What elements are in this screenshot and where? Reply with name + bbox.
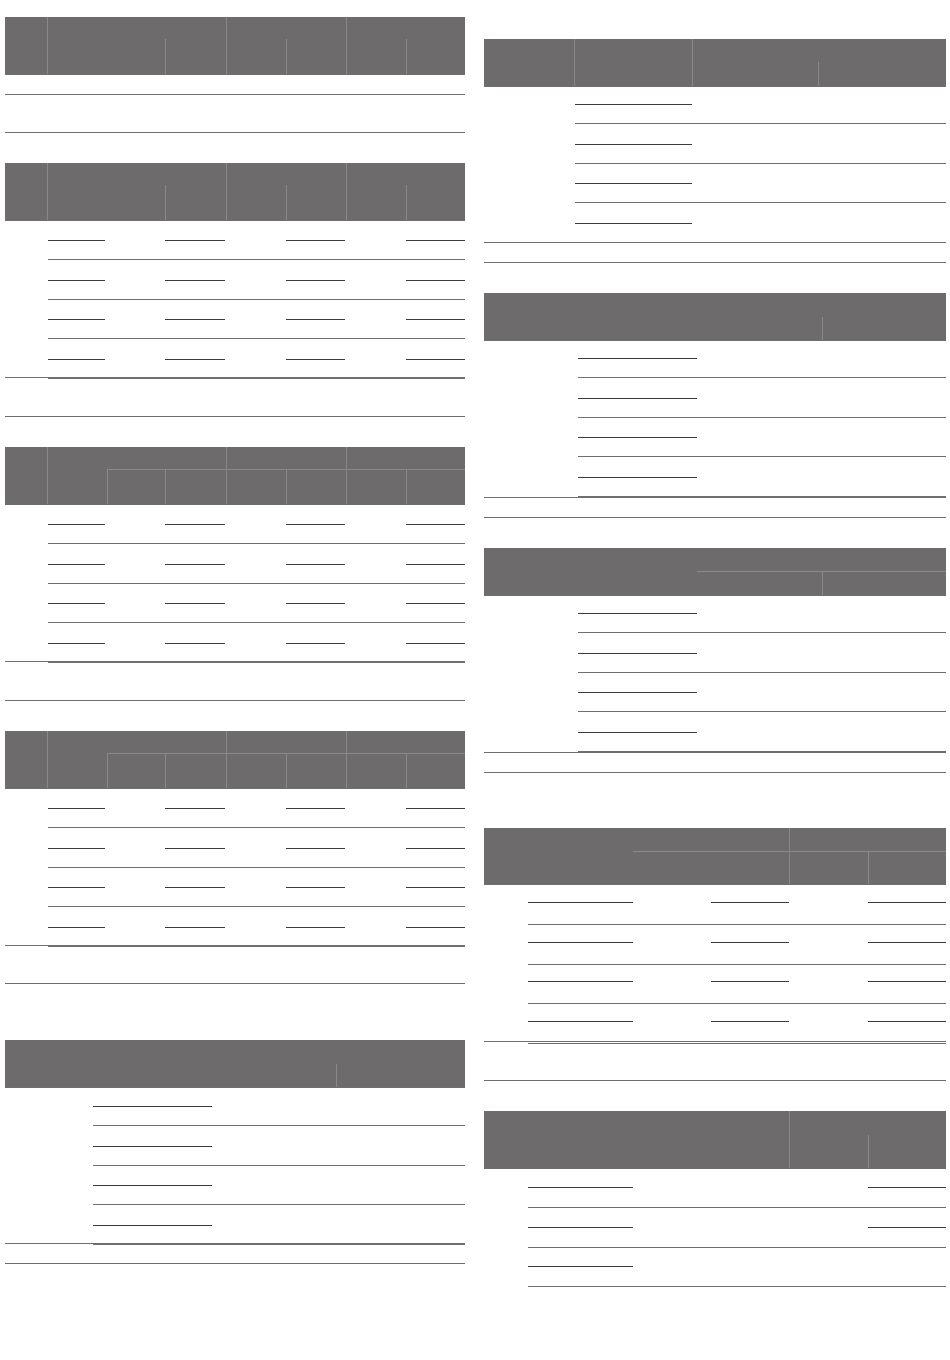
t3-header-divider [226,447,227,504]
t1-header-divider [286,39,287,74]
r1-bottom-rule [484,262,946,263]
t3-cell-underline [406,524,465,525]
t3-cell-underline [165,564,225,565]
t4-cell-underline [165,808,225,809]
r3-row-rule [484,752,946,753]
t3-cell-underline [286,564,345,565]
t4-header-divider [165,753,166,788]
t3-cell-underline [286,603,345,604]
r4-row-rule [528,1003,946,1004]
t4-cell-underline [286,887,345,888]
r5-cell-underline [528,1187,633,1188]
t4-cell-underline [286,848,345,849]
r3-row-rule [578,711,946,712]
t5-cell-underline [93,1106,212,1107]
t5-bottom-rule [5,1263,465,1264]
t3-header [5,447,465,504]
r4-cell-underline [711,902,789,903]
t3-cell-underline [286,643,345,644]
t5-row-rule [5,1243,465,1244]
t1-header [5,17,465,74]
t5-header-bottom-rule [5,1087,465,1088]
r4-cell-underline [528,942,633,943]
t4-cell-underline [286,927,345,928]
r4-cell-underline [711,1021,789,1022]
r4-header-divider [789,828,790,884]
t3-cell-underline [48,524,105,525]
t2-cell-underline [286,359,345,360]
r2-cell-underline [578,437,697,438]
t4-cell-underline [48,808,105,809]
r4-cell-underline [868,942,946,943]
t2-header-bottom-rule [5,220,465,221]
t2-header-divider [346,163,347,220]
t3-cell-underline [286,524,345,525]
r1-header-divider [692,39,693,86]
t4-cell-underline [406,808,465,809]
t3-cell-underline [165,603,225,604]
t2-header-divider [406,185,407,220]
t5-cell-underline [93,1185,212,1186]
r4-cell-underline [868,1021,946,1022]
r3-row-rule [578,632,946,633]
t3-cell-underline [48,564,105,565]
t2-header-divider [226,163,227,220]
r3-header-divider [822,571,823,595]
t3-cell-underline [406,643,465,644]
r3-cell-underline [578,613,697,614]
t4-cell-underline [286,808,345,809]
t2-cell-underline [48,280,105,281]
t2-cell-underline [406,280,465,281]
t3-row-rule [48,583,465,584]
r1-cell-underline [575,144,692,145]
t2-cell-underline [286,240,345,241]
r3-cell-underline [578,732,697,733]
t4-cell-underline [165,887,225,888]
t2-cell-underline [165,359,225,360]
r2-cell-underline [578,398,697,399]
t3-cell-underline [406,564,465,565]
t2-header-divider [165,185,166,220]
r5-row-rule [528,1247,946,1248]
t3-header-subline [107,469,465,470]
r3-header-bottom-rule [484,595,946,596]
t5-row-rule [93,1125,465,1126]
r4-row-rule [528,924,946,925]
r2-bottom-rule [484,517,946,518]
t2-bottom-rule [5,416,465,417]
t3-row-rule [48,543,465,544]
t3-cell-underline [165,524,225,525]
t2-cell-underline [286,319,345,320]
t5-header-divider [336,1064,337,1087]
t3-header-bottom-rule [5,504,465,505]
r4-header-bottom-rule [484,884,946,885]
t4-cell-underline [48,887,105,888]
t1-row-rule [5,94,465,95]
r4-bottom-rule [484,1080,946,1081]
t4-header-divider [47,731,48,788]
r4-header-divider [868,851,869,884]
t2-cell-underline [165,280,225,281]
r4-cell-underline [528,1021,633,1022]
t3-header-divider [406,469,407,504]
r3-bottom-rule [484,772,946,773]
t3-row-rule [48,622,465,623]
t5-row-rule [93,1165,465,1166]
t3-header-divider [107,469,108,504]
t4-header-subline [107,753,465,754]
t5-header [5,1040,465,1087]
t4-cell-underline [165,927,225,928]
t5-cell-underline [93,1225,212,1226]
t4-header [5,731,465,788]
t1-header-divider [346,17,347,74]
t5-row-rule [93,1204,465,1205]
t4-header-bottom-rule [5,788,465,789]
r1-header [484,39,946,86]
r5-cell-underline [528,1227,633,1228]
t4-cell-underline [48,848,105,849]
t2-cell-underline [406,359,465,360]
t4-header-divider [406,753,407,788]
r1-cell-underline [575,223,692,224]
r4-row-rule [528,1043,946,1044]
t3-bottom-rule [5,700,465,701]
r4-header-subline [633,851,946,852]
t2-header-divider [47,163,48,220]
r4-cell-underline [528,981,633,982]
t4-row-rule [48,827,465,828]
t1-header-divider [47,17,48,74]
t2-cell-underline [406,240,465,241]
r2-cell-underline [578,358,697,359]
t1-header-divider [226,17,227,74]
r5-header-divider [868,1135,869,1168]
t1-header-bottom-rule [5,74,465,75]
t3-cell-underline [48,603,105,604]
t1-header-divider [406,39,407,74]
t4-row-rule [48,906,465,907]
t2-cell-underline [48,240,105,241]
r1-header-divider [574,39,575,86]
r5-row-rule [528,1207,946,1208]
r5-cell-underline [868,1187,946,1188]
t4-row-rule [5,945,465,946]
t2-cell-underline [165,319,225,320]
r4-cell-underline [528,902,633,903]
t3-header-divider [286,469,287,504]
t2-cell-underline [48,359,105,360]
r4-row-rule [484,1041,946,1042]
r4-cell-underline [868,902,946,903]
t4-header-divider [107,753,108,788]
t3-cell-underline [48,643,105,644]
r1-row-rule [575,202,946,203]
r5-header-divider [789,1111,790,1168]
t1-bottom-rule [5,132,465,133]
t4-header-divider [346,731,347,788]
t4-row-rule [48,867,465,868]
r4-cell-underline [711,981,789,982]
t2-cell-underline [286,280,345,281]
t2-row-rule [48,259,465,260]
r1-header-divider [818,62,819,86]
r3-cell-underline [578,692,697,693]
r1-cell-underline [575,104,692,105]
t4-header-divider [286,753,287,788]
t4-cell-underline [406,927,465,928]
r2-row-rule [578,377,946,378]
r3-row-rule [578,672,946,673]
r2-row-rule [484,497,946,498]
t3-row-rule [5,661,465,662]
t2-row-rule [5,377,465,378]
t4-cell-underline [165,848,225,849]
t1-header-divider [165,39,166,74]
t3-header-divider [47,447,48,504]
r5-header [484,1111,946,1168]
r1-row-rule [575,123,946,124]
r4-cell-underline [868,981,946,982]
r5-header-bottom-rule [484,1168,946,1169]
r2-cell-underline [578,477,697,478]
r4-header [484,828,946,884]
t4-cell-underline [406,848,465,849]
r1-row-rule [484,242,946,243]
r5-cell-underline [528,1266,633,1267]
t3-header-divider [165,469,166,504]
t2-cell-underline [48,319,105,320]
r5-row-rule [528,1286,946,1287]
r2-header [484,293,946,340]
t2-cell-underline [165,240,225,241]
r4-row-rule [528,964,946,965]
t2-cell-underline [406,319,465,320]
r5-cell-underline [868,1227,946,1228]
r4-cell-underline [711,942,789,943]
t2-row-rule [48,299,465,300]
t4-bottom-rule [5,983,465,984]
t5-cell-underline [93,1146,212,1147]
r2-header-bottom-rule [484,340,946,341]
r1-cell-underline [575,183,692,184]
r2-row-rule [578,456,946,457]
t3-cell-underline [165,643,225,644]
t4-header-divider [226,731,227,788]
t4-cell-underline [48,927,105,928]
r2-header-divider [822,317,823,340]
t3-header-divider [346,447,347,504]
r2-row-rule [578,417,946,418]
t2-header [5,163,465,220]
t2-header-divider [286,185,287,220]
t4-cell-underline [406,887,465,888]
t2-row-rule [48,338,465,339]
r1-row-rule [575,163,946,164]
r1-header-bottom-rule [484,86,946,87]
t3-cell-underline [406,603,465,604]
r3-cell-underline [578,653,697,654]
